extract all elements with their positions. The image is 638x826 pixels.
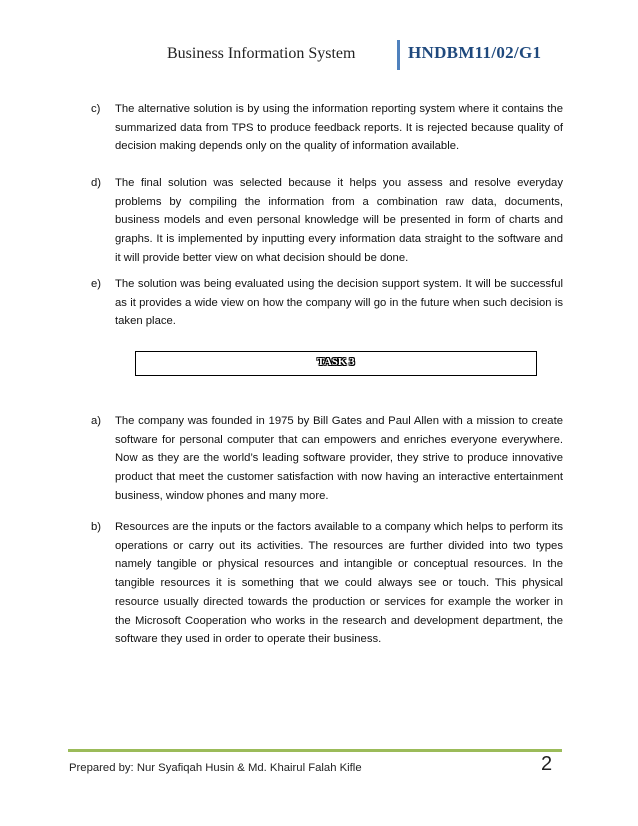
list-marker: c): [91, 103, 101, 115]
list-marker: d): [91, 177, 102, 189]
list-item-d: [91, 174, 563, 268]
list-item-text: Resources are the inputs or the factors available to a company which helps to perform its operations or carry out its activities. The resources are further divided into two types namely tangible or physical resources and intangible or conceptual resources. In the tangible resources it is something that we could always see or touch. This physical resource usually directed towards the production or services for example the worker in the Microsoft Cooperation who works in the research and development department, the software they used in order to operate their business.: [115, 521, 563, 646]
list-item-text: The company was founded in 1975 by Bill Gates and Paul Allen with a mission to create software for personal computer that can empowers and enriches everyone everywhere. Now as they are the world’s leading software provider, they strive to produce innovative product that meet the customer satisfaction with now having an interactive entertainment business, window phones and many more.: [115, 415, 563, 502]
document-title: Business Information System: [167, 45, 356, 62]
list-marker: b): [91, 521, 102, 533]
document-code: HNDBM11/02/G1: [408, 43, 542, 62]
header-divider: [397, 40, 400, 70]
list-item-a: [91, 412, 563, 506]
list-item-text: The alternative solution is by using the information reporting system where it contains the summarized data from TPS to produce feedback reports. It is rejected because quality of decision making depends only on the quality of information available.: [115, 103, 563, 153]
task-heading-box: [135, 351, 537, 376]
list-marker: a): [91, 415, 102, 427]
list-item-e: [91, 275, 563, 331]
footer-divider: [68, 749, 562, 752]
page-header: [0, 38, 638, 70]
list-item-c: [91, 100, 563, 156]
list-item-text: The final solution was selected because it helps you assess and resolve everyday problems by compiling the information from a combination raw data, documents, business models and even personal knowledge will be presented in form of charts and graphs. It is implemented by inputting every information data straight to the software and it will provide better view on what decision should be done.: [115, 177, 563, 264]
page-number: 2: [541, 753, 553, 775]
list-item-b: [91, 518, 563, 649]
footer-prepared-by: Prepared by: Nur Syafiqah Husin & Md. Khairul Falah Kifle: [69, 762, 362, 774]
list-marker: e): [91, 278, 102, 290]
task-heading: TASK 3: [317, 356, 355, 368]
list-item-text: The solution was being evaluated using the decision support system. It will be successful as it provides a wide view on how the company will go in the future when such decision is taken place.: [115, 278, 563, 328]
